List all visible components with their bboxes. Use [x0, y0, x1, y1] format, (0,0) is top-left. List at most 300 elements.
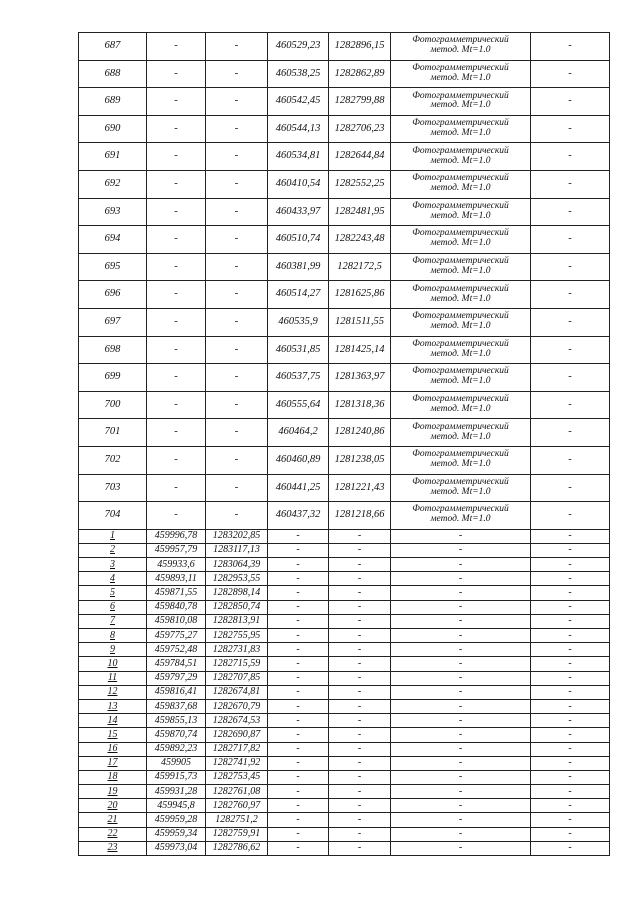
new-y-cell: - — [329, 558, 391, 572]
existing-x-cell: 459973,04 — [147, 841, 206, 855]
new-y-cell: 1281363,97 — [329, 364, 391, 392]
method-cell: - — [391, 657, 531, 671]
existing-x-cell: 459959,28 — [147, 813, 206, 827]
new-x-cell: 460510,74 — [268, 226, 329, 254]
existing-y-cell: 1282898,14 — [206, 586, 268, 600]
existing-y-cell: 1282715,59 — [206, 657, 268, 671]
new-x-cell: 460464,2 — [268, 419, 329, 447]
new-x-cell: - — [268, 600, 329, 614]
existing-x-cell: 459840,78 — [147, 600, 206, 614]
note-cell: - — [531, 60, 610, 88]
new-x-cell: - — [268, 813, 329, 827]
method-line-1: Фотограмметрический — [412, 338, 509, 349]
method-line-1: Фотограмметрический — [412, 256, 509, 267]
method-line-2: метод. Mt=1.0 — [430, 486, 491, 497]
table-row — [79, 728, 610, 742]
point-number-cell: 700 — [79, 391, 147, 419]
point-number-cell: 688 — [79, 60, 147, 88]
existing-y-cell: - — [206, 419, 268, 447]
note-cell: - — [531, 558, 610, 572]
new-y-cell: 1282799,88 — [329, 88, 391, 116]
existing-x-cell: - — [147, 198, 206, 226]
new-x-cell: - — [268, 742, 329, 756]
new-x-cell: 460542,45 — [268, 88, 329, 116]
note-cell: - — [531, 600, 610, 614]
note-cell: - — [531, 827, 610, 841]
new-y-cell: 1282896,15 — [329, 33, 391, 61]
table-row — [79, 60, 610, 88]
new-x-cell: 460460,89 — [268, 446, 329, 474]
method-cell: - — [391, 643, 531, 657]
method-line-1: Фотограмметрический — [412, 35, 509, 46]
method-line-1: Фотограмметрический — [412, 145, 509, 156]
table-row — [79, 308, 610, 336]
method-line-2: метод. Mt=1.0 — [430, 210, 491, 221]
new-x-cell: - — [268, 841, 329, 855]
existing-y-cell: - — [206, 33, 268, 61]
method-cell — [391, 336, 531, 364]
method-cell: - — [391, 742, 531, 756]
table-row — [79, 813, 610, 827]
note-cell: - — [531, 841, 610, 855]
new-x-cell: - — [268, 558, 329, 572]
method-line-2: метод. Mt=1.0 — [430, 155, 491, 166]
method-cell: - — [391, 671, 531, 685]
new-y-cell: - — [329, 629, 391, 643]
existing-y-cell: 1282759,91 — [206, 827, 268, 841]
new-y-cell: - — [329, 827, 391, 841]
note-cell: - — [531, 198, 610, 226]
note-cell: - — [531, 529, 610, 543]
existing-x-cell: 459905 — [147, 756, 206, 770]
note-cell: - — [531, 226, 610, 254]
table-row — [79, 841, 610, 855]
table-row — [79, 143, 610, 171]
new-y-cell: - — [329, 799, 391, 813]
new-x-cell: - — [268, 586, 329, 600]
note-cell: - — [531, 308, 610, 336]
method-cell: - — [391, 543, 531, 557]
existing-x-cell: - — [147, 33, 206, 61]
table-row — [79, 88, 610, 116]
note-cell: - — [531, 364, 610, 392]
method-cell: - — [391, 572, 531, 586]
existing-y-cell: 1282731,83 — [206, 643, 268, 657]
new-y-cell: - — [329, 728, 391, 742]
new-x-cell: - — [268, 629, 329, 643]
method-cell: - — [391, 699, 531, 713]
table-row — [79, 336, 610, 364]
point-number-cell: 13 — [79, 699, 147, 713]
method-cell: - — [391, 586, 531, 600]
new-y-cell: - — [329, 841, 391, 855]
note-cell: - — [531, 502, 610, 530]
method-cell: - — [391, 770, 531, 784]
method-cell: - — [391, 756, 531, 770]
table-row — [79, 33, 610, 61]
new-x-cell: - — [268, 785, 329, 799]
new-x-cell: 460514,27 — [268, 281, 329, 309]
existing-y-cell: 1283064,39 — [206, 558, 268, 572]
method-line-1: Фотограмметрический — [412, 311, 509, 322]
note-cell: - — [531, 671, 610, 685]
method-cell: - — [391, 813, 531, 827]
note-cell: - — [531, 446, 610, 474]
new-x-cell: 460555,64 — [268, 391, 329, 419]
table-row — [79, 799, 610, 813]
point-number-cell: 11 — [79, 671, 147, 685]
point-number-cell: 692 — [79, 170, 147, 198]
method-cell: - — [391, 785, 531, 799]
existing-y-cell: 1282717,82 — [206, 742, 268, 756]
note-cell: - — [531, 253, 610, 281]
note-cell: - — [531, 813, 610, 827]
new-y-cell: 1281625,86 — [329, 281, 391, 309]
table-row — [79, 827, 610, 841]
method-cell — [391, 198, 531, 226]
existing-x-cell: 459892,23 — [147, 742, 206, 756]
method-line-1: Фотограмметрический — [412, 283, 509, 294]
new-y-cell: 1282481,95 — [329, 198, 391, 226]
note-cell: - — [531, 572, 610, 586]
new-x-cell: 460437,32 — [268, 502, 329, 530]
new-y-cell: 1281240,86 — [329, 419, 391, 447]
note-cell: - — [531, 543, 610, 557]
table-row — [79, 198, 610, 226]
table-row — [79, 446, 610, 474]
table-row — [79, 586, 610, 600]
new-y-cell: 1281218,66 — [329, 502, 391, 530]
existing-y-cell: 1282953,55 — [206, 572, 268, 586]
point-number-cell: 4 — [79, 572, 147, 586]
existing-x-cell: - — [147, 143, 206, 171]
note-cell: - — [531, 281, 610, 309]
method-line-2: метод. Mt=1.0 — [430, 376, 491, 387]
new-x-cell: 460410,54 — [268, 170, 329, 198]
method-cell: - — [391, 600, 531, 614]
existing-y-cell: - — [206, 446, 268, 474]
new-x-cell: - — [268, 699, 329, 713]
method-cell — [391, 364, 531, 392]
new-y-cell: 1282706,23 — [329, 115, 391, 143]
table-row — [79, 364, 610, 392]
method-line-2: метод. Mt=1.0 — [430, 404, 491, 415]
existing-x-cell: - — [147, 88, 206, 116]
method-cell: - — [391, 728, 531, 742]
existing-y-cell: 1282690,87 — [206, 728, 268, 742]
note-cell: - — [531, 699, 610, 713]
existing-y-cell: - — [206, 474, 268, 502]
coordinates-table — [78, 32, 610, 856]
point-number-cell: 698 — [79, 336, 147, 364]
existing-y-cell: 1282741,92 — [206, 756, 268, 770]
point-number-cell: 703 — [79, 474, 147, 502]
point-number-cell: 6 — [79, 600, 147, 614]
point-number-cell: 1 — [79, 529, 147, 543]
new-y-cell: 1282644,84 — [329, 143, 391, 171]
new-y-cell: 1282172,5 — [329, 253, 391, 281]
table-row — [79, 474, 610, 502]
method-line-1: Фотограмметрический — [412, 62, 509, 73]
table-row — [79, 600, 610, 614]
existing-y-cell: - — [206, 364, 268, 392]
new-x-cell: - — [268, 671, 329, 685]
existing-y-cell: - — [206, 88, 268, 116]
existing-x-cell: - — [147, 226, 206, 254]
method-cell — [391, 281, 531, 309]
method-line-2: метод. Mt=1.0 — [430, 431, 491, 442]
new-y-cell: - — [329, 586, 391, 600]
existing-y-cell: 1282786,62 — [206, 841, 268, 855]
existing-x-cell: - — [147, 446, 206, 474]
table-row — [79, 419, 610, 447]
table-row — [79, 115, 610, 143]
note-cell: - — [531, 419, 610, 447]
existing-y-cell: 1283117,13 — [206, 543, 268, 557]
method-line-1: Фотограмметрический — [412, 173, 509, 184]
table-row — [79, 643, 610, 657]
method-cell: - — [391, 558, 531, 572]
note-cell: - — [531, 756, 610, 770]
point-number-cell: 12 — [79, 685, 147, 699]
existing-x-cell: 459996,78 — [147, 529, 206, 543]
new-x-cell: - — [268, 728, 329, 742]
new-x-cell: 460531,85 — [268, 336, 329, 364]
method-line-1: Фотограмметрический — [412, 504, 509, 515]
table-row — [79, 785, 610, 799]
method-cell: - — [391, 827, 531, 841]
new-x-cell: - — [268, 657, 329, 671]
existing-x-cell: - — [147, 60, 206, 88]
point-number-cell: 694 — [79, 226, 147, 254]
new-x-cell: - — [268, 685, 329, 699]
new-x-cell: 460433,97 — [268, 198, 329, 226]
note-cell: - — [531, 643, 610, 657]
existing-y-cell: 1282674,81 — [206, 685, 268, 699]
method-cell — [391, 115, 531, 143]
table-row — [79, 629, 610, 643]
existing-x-cell: 459893,11 — [147, 572, 206, 586]
existing-x-cell: 459775,27 — [147, 629, 206, 643]
point-number-cell: 10 — [79, 657, 147, 671]
existing-y-cell: 1282813,91 — [206, 614, 268, 628]
method-line-1: Фотограмметрический — [412, 394, 509, 405]
existing-y-cell: - — [206, 60, 268, 88]
point-number-cell: 699 — [79, 364, 147, 392]
point-number-cell: 15 — [79, 728, 147, 742]
method-cell — [391, 446, 531, 474]
new-y-cell: - — [329, 742, 391, 756]
new-x-cell: - — [268, 799, 329, 813]
point-number-cell: 701 — [79, 419, 147, 447]
new-x-cell: 460529,23 — [268, 33, 329, 61]
point-number-cell: 695 — [79, 253, 147, 281]
note-cell: - — [531, 391, 610, 419]
table-row — [79, 502, 610, 530]
new-x-cell: 460544,13 — [268, 115, 329, 143]
method-cell — [391, 391, 531, 419]
new-x-cell: - — [268, 543, 329, 557]
table-row — [79, 671, 610, 685]
new-y-cell: - — [329, 785, 391, 799]
note-cell: - — [531, 742, 610, 756]
existing-x-cell: - — [147, 170, 206, 198]
method-line-2: метод. Mt=1.0 — [430, 266, 491, 277]
note-cell: - — [531, 170, 610, 198]
note-cell: - — [531, 88, 610, 116]
existing-x-cell: - — [147, 336, 206, 364]
method-cell: - — [391, 614, 531, 628]
existing-y-cell: 1282751,2 — [206, 813, 268, 827]
point-number-cell: 702 — [79, 446, 147, 474]
table-row — [79, 657, 610, 671]
new-y-cell: - — [329, 813, 391, 827]
method-line-2: метод. Mt=1.0 — [430, 183, 491, 194]
point-number-cell: 689 — [79, 88, 147, 116]
note-cell: - — [531, 115, 610, 143]
existing-x-cell: 459957,79 — [147, 543, 206, 557]
method-cell: - — [391, 841, 531, 855]
point-number-cell: 17 — [79, 756, 147, 770]
method-cell — [391, 33, 531, 61]
new-y-cell: - — [329, 643, 391, 657]
new-y-cell: - — [329, 756, 391, 770]
existing-x-cell: 459915,73 — [147, 770, 206, 784]
existing-x-cell: - — [147, 253, 206, 281]
table-row — [79, 614, 610, 628]
existing-y-cell: - — [206, 391, 268, 419]
method-line-2: метод. Mt=1.0 — [430, 100, 491, 111]
method-line-2: метод. Mt=1.0 — [430, 293, 491, 304]
point-number-cell: 14 — [79, 714, 147, 728]
existing-y-cell: - — [206, 281, 268, 309]
existing-x-cell: 459871,55 — [147, 586, 206, 600]
method-line-2: метод. Mt=1.0 — [430, 45, 491, 56]
existing-y-cell: 1282761,08 — [206, 785, 268, 799]
table-row — [79, 253, 610, 281]
point-number-cell: 696 — [79, 281, 147, 309]
table-row — [79, 742, 610, 756]
existing-y-cell: - — [206, 115, 268, 143]
method-cell — [391, 474, 531, 502]
existing-x-cell: - — [147, 281, 206, 309]
point-number-cell: 18 — [79, 770, 147, 784]
point-number-cell: 697 — [79, 308, 147, 336]
method-line-2: метод. Mt=1.0 — [430, 128, 491, 139]
existing-x-cell: - — [147, 364, 206, 392]
new-y-cell: 1281221,43 — [329, 474, 391, 502]
method-line-1: Фотограмметрический — [412, 449, 509, 460]
existing-y-cell: 1282850,74 — [206, 600, 268, 614]
existing-y-cell: 1283202,85 — [206, 529, 268, 543]
existing-y-cell: - — [206, 502, 268, 530]
existing-x-cell: - — [147, 391, 206, 419]
method-cell: - — [391, 685, 531, 699]
existing-x-cell: 459959,34 — [147, 827, 206, 841]
method-cell — [391, 253, 531, 281]
table-row — [79, 572, 610, 586]
method-line-1: Фотограмметрический — [412, 90, 509, 101]
existing-x-cell: 459931,28 — [147, 785, 206, 799]
existing-x-cell: 459816,41 — [147, 685, 206, 699]
note-cell: - — [531, 770, 610, 784]
point-number-cell: 16 — [79, 742, 147, 756]
method-cell: - — [391, 714, 531, 728]
point-number-cell: 2 — [79, 543, 147, 557]
point-number-cell: 20 — [79, 799, 147, 813]
method-line-2: метод. Mt=1.0 — [430, 321, 491, 332]
method-cell: - — [391, 799, 531, 813]
table-row — [79, 226, 610, 254]
table-row — [79, 543, 610, 557]
new-x-cell: 460381,99 — [268, 253, 329, 281]
method-cell: - — [391, 529, 531, 543]
new-x-cell: 460538,25 — [268, 60, 329, 88]
method-line-2: метод. Mt=1.0 — [430, 72, 491, 83]
table-row — [79, 529, 610, 543]
existing-x-cell: 459855,13 — [147, 714, 206, 728]
existing-y-cell: 1282753,45 — [206, 770, 268, 784]
coordinates-table-body — [79, 33, 610, 856]
method-line-2: метод. Mt=1.0 — [430, 514, 491, 525]
method-line-1: Фотограмметрический — [412, 366, 509, 377]
note-cell: - — [531, 657, 610, 671]
existing-y-cell: - — [206, 336, 268, 364]
new-y-cell: - — [329, 600, 391, 614]
new-x-cell: - — [268, 756, 329, 770]
point-number-cell: 7 — [79, 614, 147, 628]
point-number-cell: 19 — [79, 785, 147, 799]
existing-y-cell: 1282670,79 — [206, 699, 268, 713]
method-line-1: Фотограмметрический — [412, 228, 509, 239]
note-cell: - — [531, 714, 610, 728]
point-number-cell: 704 — [79, 502, 147, 530]
method-line-1: Фотограмметрический — [412, 476, 509, 487]
new-y-cell: - — [329, 543, 391, 557]
existing-y-cell: 1282707,85 — [206, 671, 268, 685]
point-number-cell: 23 — [79, 841, 147, 855]
table-row — [79, 770, 610, 784]
point-number-cell: 687 — [79, 33, 147, 61]
existing-y-cell: - — [206, 226, 268, 254]
method-line-2: метод. Mt=1.0 — [430, 348, 491, 359]
method-line-2: метод. Mt=1.0 — [430, 459, 491, 470]
method-line-2: метод. Mt=1.0 — [430, 238, 491, 249]
table-row — [79, 714, 610, 728]
point-number-cell: 691 — [79, 143, 147, 171]
new-x-cell: - — [268, 827, 329, 841]
existing-y-cell: 1282674,53 — [206, 714, 268, 728]
note-cell: - — [531, 143, 610, 171]
existing-x-cell: - — [147, 474, 206, 502]
new-y-cell: - — [329, 657, 391, 671]
existing-y-cell: - — [206, 198, 268, 226]
new-y-cell: 1281511,55 — [329, 308, 391, 336]
existing-x-cell: - — [147, 502, 206, 530]
new-y-cell: - — [329, 714, 391, 728]
note-cell: - — [531, 33, 610, 61]
existing-x-cell: - — [147, 308, 206, 336]
note-cell: - — [531, 474, 610, 502]
method-cell — [391, 502, 531, 530]
new-x-cell: - — [268, 572, 329, 586]
method-line-1: Фотограмметрический — [412, 118, 509, 129]
new-x-cell: - — [268, 643, 329, 657]
existing-y-cell: - — [206, 143, 268, 171]
method-line-1: Фотограмметрический — [412, 421, 509, 432]
existing-x-cell: 459837,68 — [147, 699, 206, 713]
new-y-cell: 1282862,89 — [329, 60, 391, 88]
